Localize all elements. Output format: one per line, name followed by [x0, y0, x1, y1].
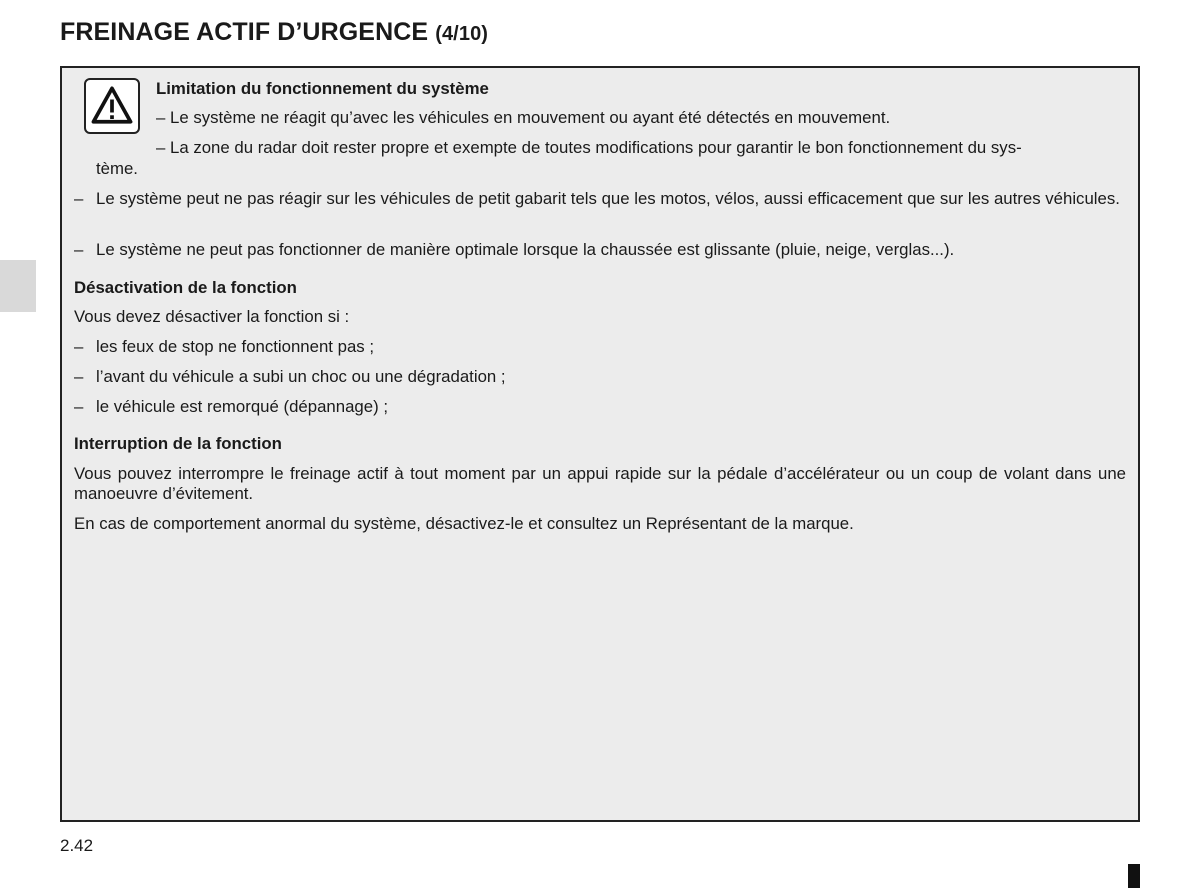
page-title-text: FREINAGE ACTIF D’URGENCE	[60, 18, 429, 46]
list-item: – Le système peut ne pas réagir sur les véhicules de petit gabarit tels que les motos, vélos, aussi efficacement que sur les autres véhicules.	[74, 189, 1126, 209]
warning-triangle-icon	[84, 78, 140, 134]
deactivation-heading: Désactivation de la fonction	[74, 278, 297, 297]
content-frame	[60, 66, 1140, 822]
interruption-heading: Interruption de la fonction	[74, 434, 282, 453]
limitations-list	[74, 189, 1126, 209]
list-item: – l’avant du véhicule a subi un choc ou une dégradation ;	[74, 367, 1126, 387]
interruption-paragraph: En cas de comportement anormal du système, désactivez-le et consultez un Représentant de la marque.	[74, 514, 854, 533]
deactivation-list	[74, 337, 1126, 357]
warning-heading: Limitation du fonctionnement du système	[156, 79, 489, 98]
deactivation-intro: Vous devez désactiver la fonction si :	[74, 307, 350, 326]
limitations-list	[74, 240, 1126, 260]
list-item: – Le système ne peut pas fonctionner de manière optimale lorsque la chaussée est glissante (pluie, neige, verglas...).	[74, 240, 1126, 260]
list-item: – le véhicule est remorqué (dépannage) ;	[74, 397, 1126, 417]
interruption-paragraph: Vous pouvez interrompre le freinage actif à tout moment par un appui rapide sur la pédale d’accélérateur ou un coup de volant dans une manoeuvre d’évitement.	[74, 464, 1126, 503]
page-number: 2.42	[60, 836, 94, 855]
list-item: – les feux de stop ne fonctionnent pas ;	[74, 337, 1126, 357]
warning-line: – La zone du radar doit rester propre et exempte de toutes modifications pour garantir le bon fonctionnement du sys-	[156, 138, 1022, 157]
page-corner-mark	[1128, 864, 1140, 888]
deactivation-list	[74, 367, 1126, 387]
page-title-counter: (4/10)	[435, 23, 489, 45]
section-tab-marker	[0, 260, 36, 312]
page-title	[60, 18, 488, 47]
deactivation-list	[74, 397, 1126, 417]
warning-line-continuation: tème.	[96, 159, 138, 178]
warning-line: – Le système ne réagit qu’avec les véhicules en mouvement ou ayant été détectés en mouvement.	[156, 108, 891, 127]
